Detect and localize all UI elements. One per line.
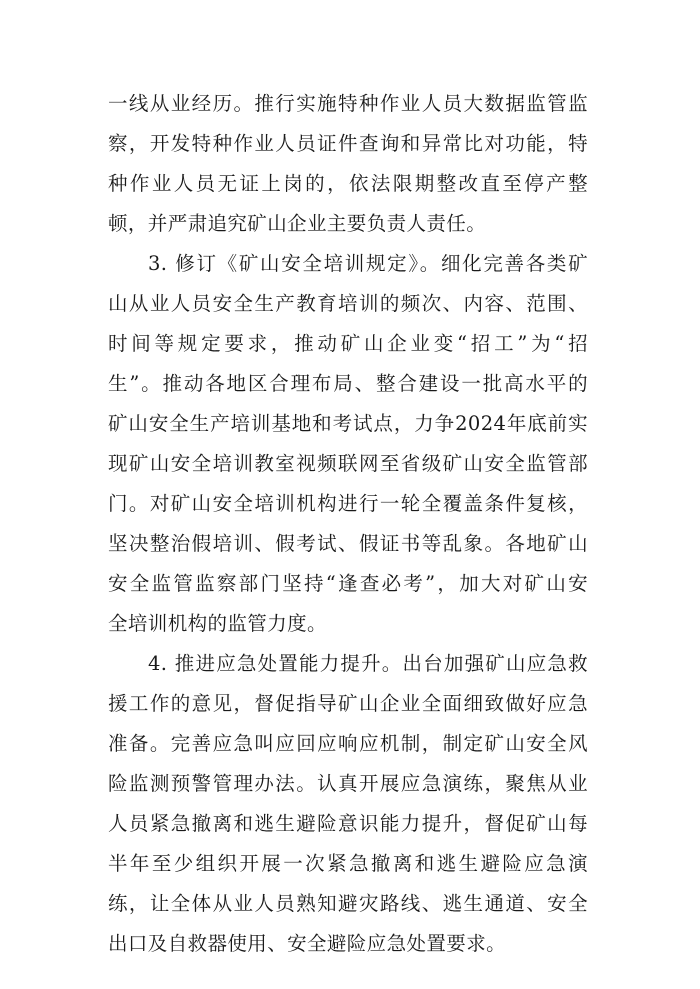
text-line: 4. 推进应急处置能力提升。出台加强矿山应急救 xyxy=(148,652,588,675)
text-line: 矿山安全生产培训基地和考试点，力争2024年底前实 xyxy=(108,412,588,435)
text-line: 准备。完善应急叫应回应响应机制，制定矿山安全风 xyxy=(108,732,588,755)
text-line: 山从业人员安全生产教育培训的频次、内容、范围、 xyxy=(108,292,588,315)
paragraph-3 xyxy=(108,644,588,964)
text-line: 出口及自救器使用、安全避险应急处置要求。 xyxy=(108,932,507,955)
text-line: 顿，并严肃追究矿山企业主要负责人责任。 xyxy=(108,212,487,235)
text-line: 种作业人员无证上岗的，依法限期整改直至停产整 xyxy=(108,172,588,195)
text-line: 现矿山安全培训教室视频联网至省级矿山安全监管部 xyxy=(108,452,588,475)
text-line: 安全监管监察部门坚持“逢查必考”，加大对矿山安 xyxy=(108,572,588,595)
text-line: 一线从业经历。推行实施特种作业人员大数据监管监 xyxy=(108,92,588,115)
document-body xyxy=(108,84,588,964)
text-line: 时间等规定要求，推动矿山企业变“招工”为“招 xyxy=(108,332,588,355)
text-line: 半年至少组织开展一次紧急撤离和逃生避险应急演 xyxy=(108,852,588,875)
text-line: 生”。推动各地区合理布局、整合建设一批高水平的 xyxy=(108,372,588,395)
text-line: 坚决整治假培训、假考试、假证书等乱象。各地矿山 xyxy=(108,532,588,555)
text-line: 援工作的意见，督促指导矿山企业全面细致做好应急 xyxy=(108,692,588,715)
text-line: 全培训机构的监管力度。 xyxy=(108,612,327,635)
text-line: 3. 修订《矿山安全培训规定》。细化完善各类矿 xyxy=(148,252,588,275)
paragraph-1 xyxy=(108,84,588,244)
text-line: 门。对矿山安全培训机构进行一轮全覆盖条件复核， xyxy=(108,492,588,515)
text-line: 险监测预警管理办法。认真开展应急演练，聚焦从业 xyxy=(108,772,588,795)
text-line: 人员紧急撤离和逃生避险意识能力提升，督促矿山每 xyxy=(108,812,588,835)
text-line: 练，让全体从业人员熟知避灾路线、逃生通道、安全 xyxy=(108,892,588,915)
text-line: 察，开发特种作业人员证件查询和异常比对功能，特 xyxy=(108,132,588,155)
paragraph-2 xyxy=(108,244,588,644)
